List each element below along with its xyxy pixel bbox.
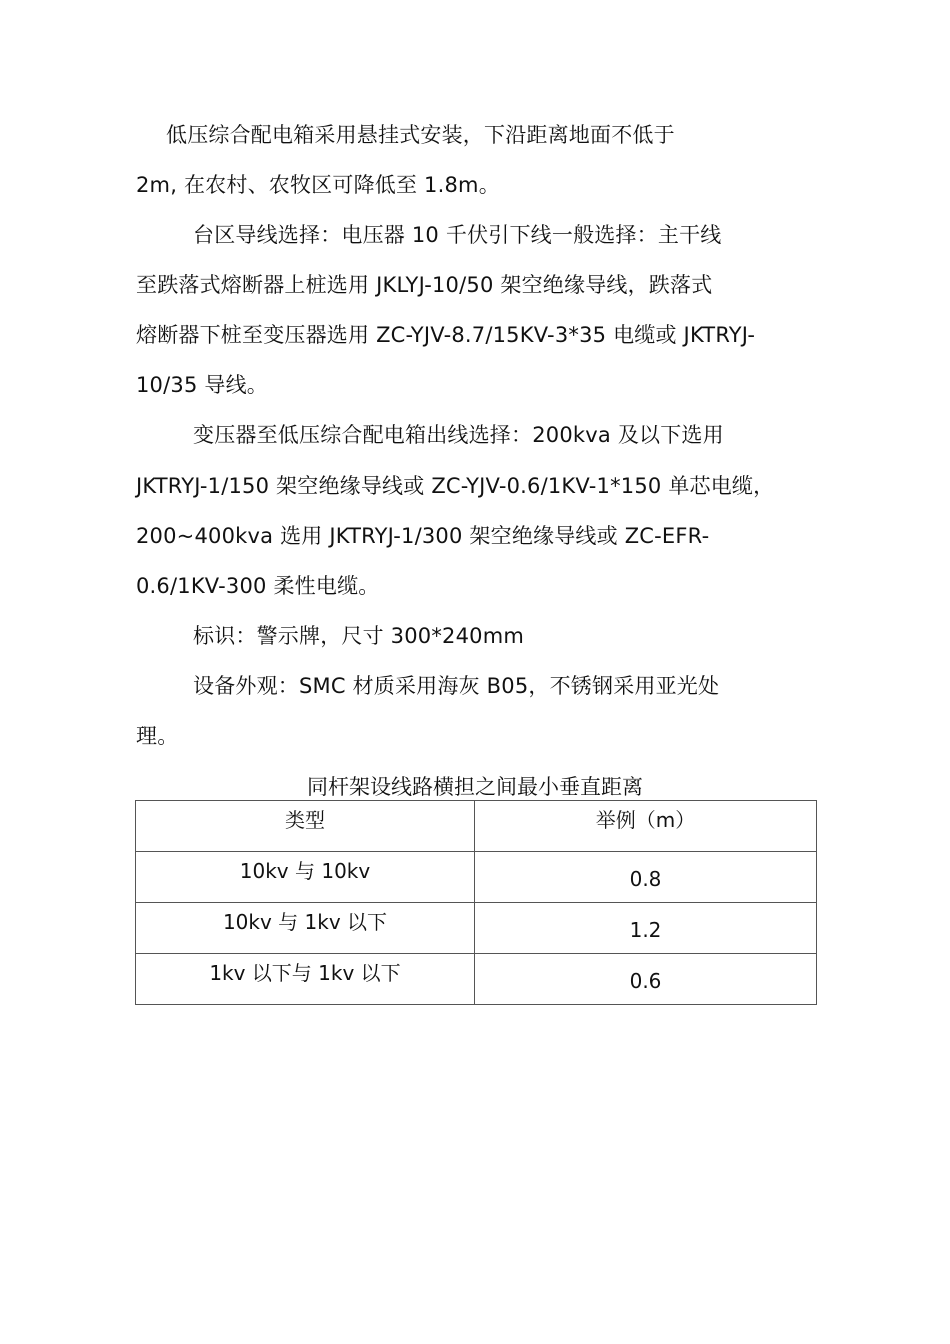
header-cell-value: 举例（m）: [475, 801, 817, 852]
value-cell: 1.2: [475, 903, 817, 954]
type-cell: 10kv 与 10kv: [136, 852, 475, 903]
type-cell: 10kv 与 1kv 以下: [136, 903, 475, 954]
paragraph-line: 变压器至低压综合配电箱出线选择：200kva 及以下选用: [193, 423, 724, 447]
table-row: [136, 852, 817, 903]
table-row: [136, 903, 817, 954]
paragraph-line: 熔断器下桩至变压器选用 ZC-YJV-8.7/15KV-3*35 电缆或 JKTRYJ-: [136, 323, 756, 347]
distance-table: [135, 800, 817, 1005]
value-cell: 0.6: [475, 954, 817, 1005]
table-row: [136, 954, 817, 1005]
paragraph-line: 理。: [136, 724, 179, 748]
table-header-row: [136, 801, 817, 852]
paragraph-line: 台区导线选择：电压器 10 千伏引下线一般选择：主干线: [193, 223, 722, 247]
paragraph-line: 至跌落式熔断器上桩选用 JKLYJ-10/50 架空绝缘导线，跌落式: [136, 273, 713, 297]
paragraph-line: 标识：警示牌，尺寸 300*240mm: [193, 624, 525, 648]
paragraph-line: 200~400kva 选用 JKTRYJ-1/300 架空绝缘导线或 ZC-EFR-: [136, 524, 710, 548]
paragraph-line: 设备外观：SMC 材质采用海灰 B05，不锈钢采用亚光处: [193, 674, 720, 698]
type-cell: 1kv 以下与 1kv 以下: [136, 954, 475, 1005]
paragraph-line: 低压综合配电箱采用悬挂式安装，下沿距离地面不低于: [166, 123, 675, 147]
paragraph-line: 2m, 在农村、农牧区可降低至 1.8m。: [136, 173, 500, 197]
paragraph-line: 10/35 导线。: [136, 373, 268, 397]
table-caption: 同杆架设线路横担之间最小垂直距离: [307, 775, 643, 799]
paragraph-line: JKTRYJ-1/150 架空绝缘导线或 ZC-YJV-0.6/1KV-1*150 单芯电缆，: [136, 474, 775, 498]
header-cell-type: 类型: [136, 801, 475, 852]
paragraph-line: 0.6/1KV-300 柔性电缆。: [136, 574, 380, 598]
value-cell: 0.8: [475, 852, 817, 903]
